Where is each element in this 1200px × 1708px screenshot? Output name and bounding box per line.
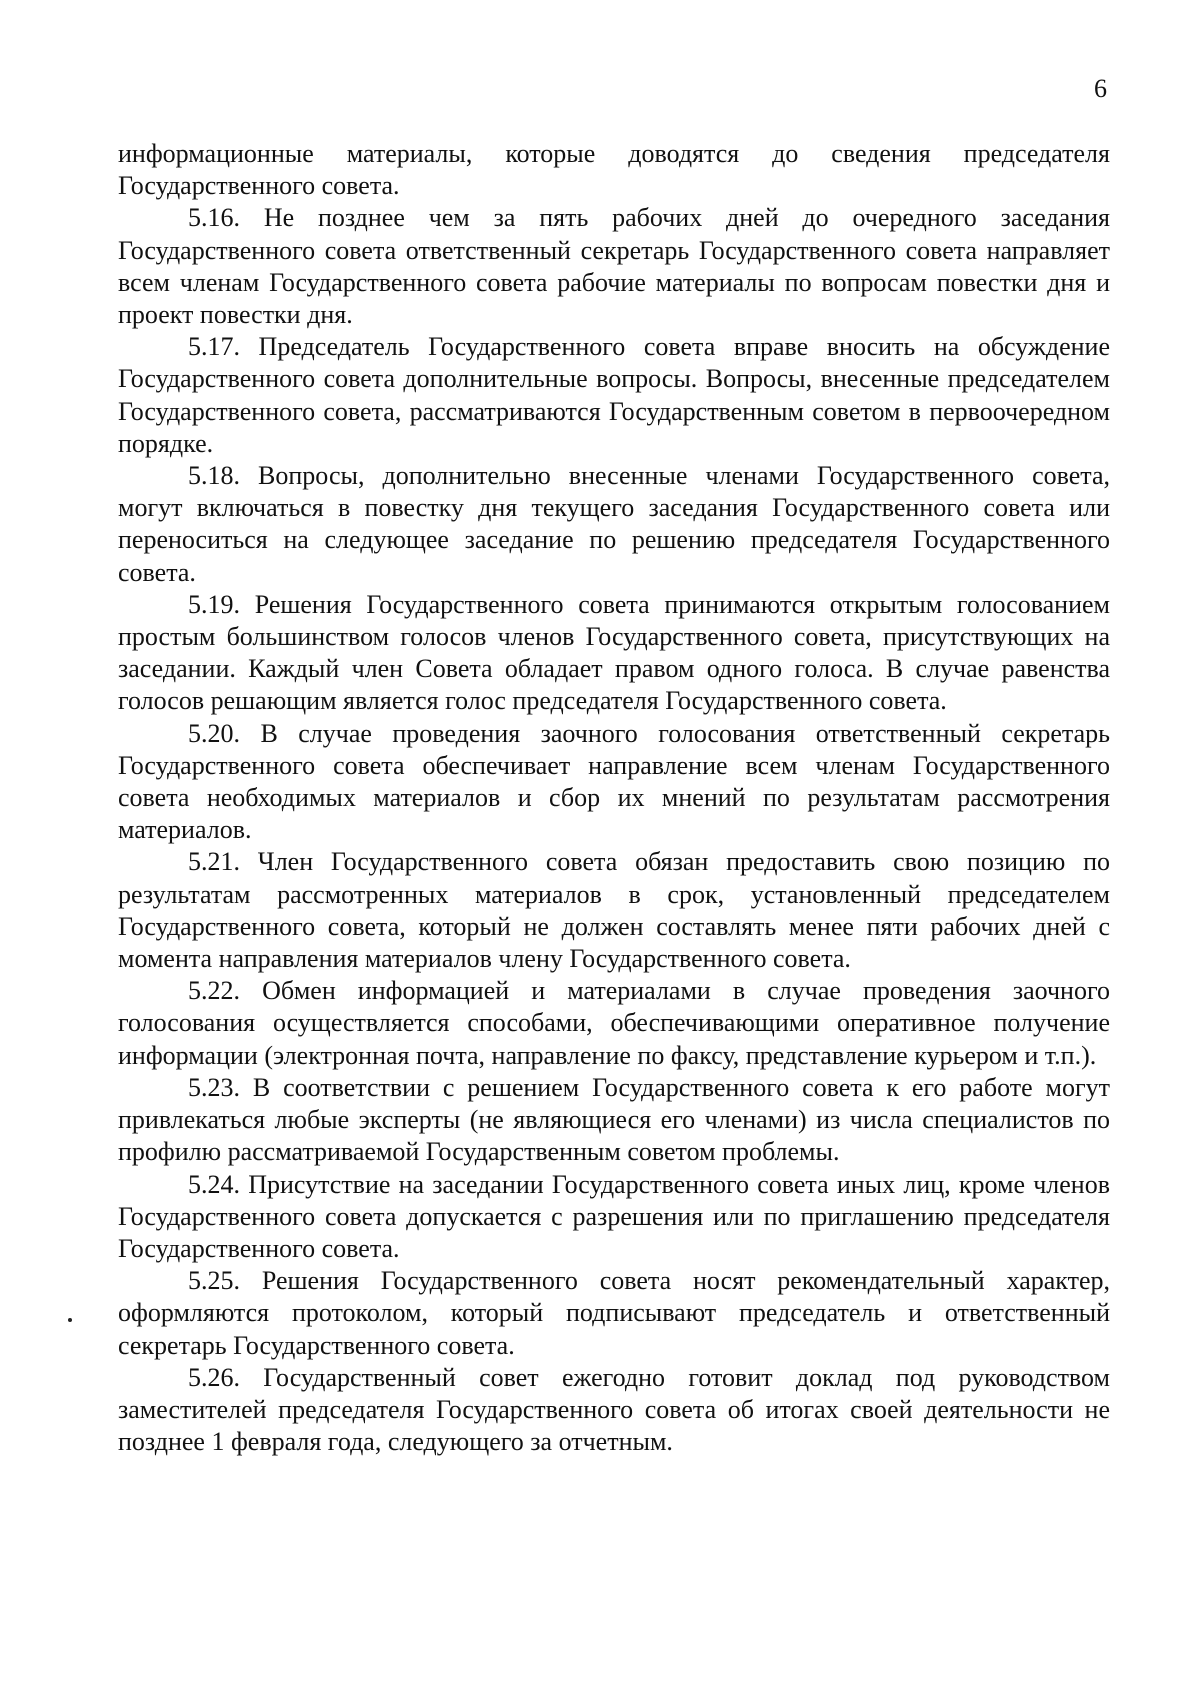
clause-5-17: 5.17. Председатель Государственного совета вправе вносить на обсуждение Государственного совета дополнительные вопросы. Вопросы, внесенные председателем Государственного совета, рассматриваются Государственным советом в первоочередном порядке. [118, 332, 1110, 458]
clause-5-25: 5.25. Решения Государственного совета носят рекомендательный характер, оформляются протоколом, который подписывают председатель и ответственный секретарь Государственного совета. [118, 1266, 1110, 1360]
clause-5-23: 5.23. В соответствии с решением Государственного совета к его работе могут привлекаться любые эксперты (не являющиеся его членами) из числа специалистов по профилю рассматриваемой Государственным советом проблемы. [118, 1072, 1110, 1167]
clause-5-18: 5.18. Вопросы, дополнительно внесенные членами Государственного совета, могут включаться в повестку дня текущего заседания Государственного совета или переноситься на следующее заседание по решению председателя Государственного совета. [118, 461, 1110, 587]
clause-5-16: 5.16. Не позднее чем за пять рабочих дней до очередного заседания Государственного совета ответственный секретарь Государственного совета направляет всем членам Государственного совета рабочие материалы по вопросам повестки дня и проект повестки дня. [118, 203, 1110, 330]
margin-dot-mark [68, 1318, 72, 1322]
clause-5-19: 5.19. Решения Государственного совета принимаются открытым голосованием простым большинством голосов членов Государственного совета, присутствующих на заседании. Каждый член Совета обладает правом одного голоса. В случае равенства голосов решающим является голос председателя Государственного совета. [118, 589, 1110, 716]
page-number: 6 [1094, 74, 1107, 103]
document-body [118, 138, 1110, 1458]
clause-5-22: 5.22. Обмен информацией и материалами в случае проведения заочного голосования осуществляется способами, обеспечивающими оперативное получение информации (электронная почта, направление по факсу, представление курьером и т.п.). [118, 976, 1110, 1070]
clause-5-21: 5.21. Член Государственного совета обязан предоставить свою позицию по результатам рассмотренных материалов в срок, установленный председателем Государственного совета, который не должен составлять менее пяти рабочих дней с момента направления материалов члену Государственного совета. [118, 847, 1110, 974]
clause-5-24: 5.24. Присутствие на заседании Государственного совета иных лиц, кроме членов Государственного совета допускается с разрешения или по приглашению председателя Государственного совета. [118, 1169, 1110, 1263]
clause-5-20: 5.20. В случае проведения заочного голосования ответственный секретарь Государственного совета обеспечивает направление всем членам Государственного совета необходимых материалов и сбор их мнений по результатам рассмотрения материалов. [118, 718, 1110, 845]
clause-5-26: 5.26. Государственный совет ежегодно готовит доклад под руководством заместителей председателя Государственного совета об итогах своей деятельности не позднее 1 февраля года, следующего за отчетным. [118, 1362, 1110, 1457]
continuation-paragraph: информационные материалы, которые доводятся до сведения председателя Государственного совета. [118, 139, 1110, 201]
